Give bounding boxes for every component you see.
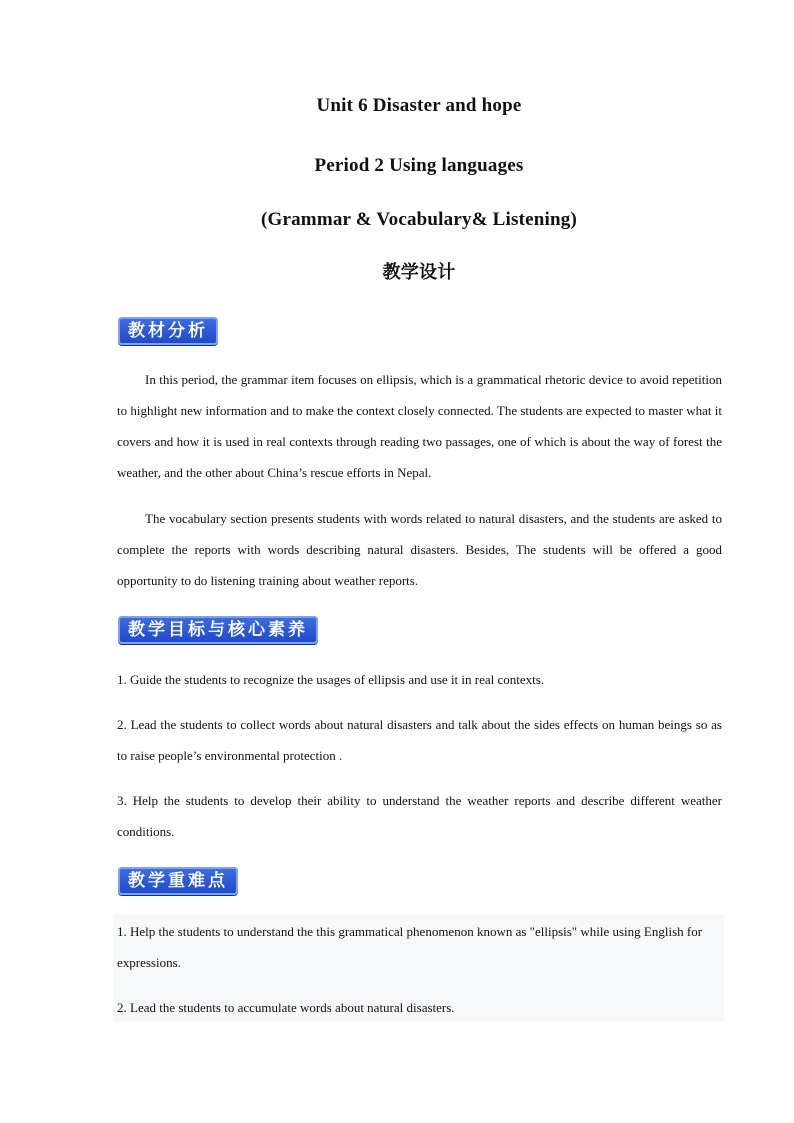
keypoint-item-2: 2. Lead the students to accumulate words about natural disasters. bbox=[117, 1000, 455, 1015]
objectives-badge: 教学目标与核心素养 bbox=[118, 616, 318, 644]
keypoint-item-1: 1. Help the students to understand the this grammatical phenomenon known as "ellipsis" while using English for expressions. bbox=[117, 924, 703, 970]
design-heading: 教学设计 bbox=[382, 262, 456, 283]
period-title: Period 2 Using languages bbox=[314, 155, 524, 176]
keypoints-badge: 教学重难点 bbox=[118, 867, 238, 895]
analysis-badge: 教材分析 bbox=[118, 317, 218, 345]
lesson-subtitle: (Grammar & Vocabulary& Listening) bbox=[260, 209, 578, 230]
unit-title: Unit 6 Disaster and hope bbox=[316, 95, 522, 116]
objective-item-2: 2. Lead the students to collect words about natural disasters and talk about the sides effects on human beings so as to raise people’s environmental protection . bbox=[117, 717, 722, 763]
objective-item-1: 1. Guide the students to recognize the usages of ellipsis and use it in real contexts. bbox=[117, 672, 545, 687]
objective-item-3: 3. Help the students to develop their ability to understand the weather reports and describe different weather conditions. bbox=[117, 793, 722, 839]
analysis-paragraph-1: In this period, the grammar item focuses on ellipsis, which is a grammatical rhetoric device to avoid repetition to highlight new information and to make the context closely connected. The students are expected to master what it covers and how it is used in real contexts through reading two passages, one of which is about the way of forest the weather, and the other about China’s rescue efforts in Nepal. bbox=[117, 372, 722, 480]
analysis-paragraph-2: The vocabulary section presents students with words related to natural disasters, and the students are asked to complete the reports with words describing natural disasters. Besides, The students will be offered a good opportunity to do listening training about weather reports. bbox=[117, 511, 722, 588]
